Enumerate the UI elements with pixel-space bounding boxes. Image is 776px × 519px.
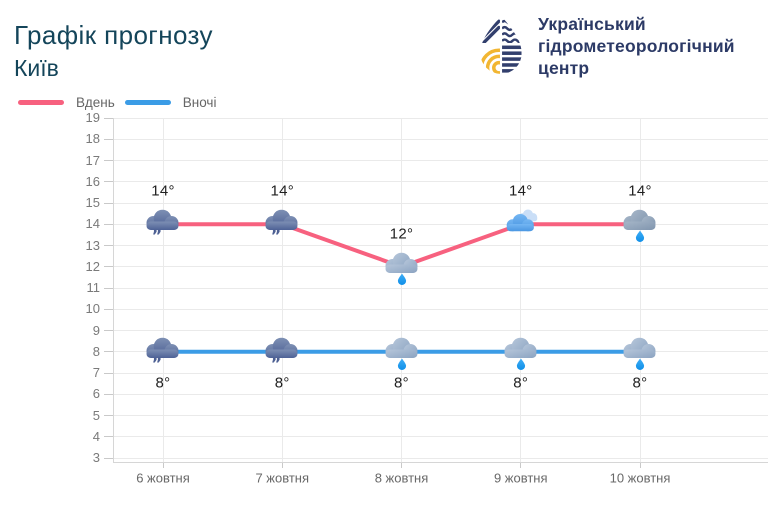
y-tick-label: 16 [85, 173, 100, 189]
h-gridline [113, 245, 768, 246]
y-tick-label: 5 [92, 407, 100, 423]
y-tick-label: 9 [92, 322, 100, 338]
y-tick-label: 13 [85, 237, 100, 253]
h-gridline [113, 415, 768, 416]
page-title: Графік прогнозу [14, 20, 213, 50]
temp-label-night: 8° [274, 374, 290, 392]
h-gridline [113, 224, 768, 225]
temp-label-night: 8° [632, 374, 648, 392]
x-axis-tick [640, 462, 641, 468]
v-gridline [282, 118, 283, 462]
x-tick-label: 8 жовтня [374, 470, 429, 486]
logo-text-line2: гідрометеорологічний [538, 36, 735, 56]
y-tick-label: 4 [92, 428, 100, 444]
h-gridline [113, 266, 768, 267]
cloud-rain-icon [380, 336, 424, 372]
h-gridline [113, 288, 768, 289]
v-gridline [401, 118, 402, 462]
y-tick-label: 3 [92, 450, 100, 465]
y-tick-label: 15 [85, 195, 100, 210]
h-gridline [113, 181, 768, 182]
temp-label-night: 8° [513, 374, 529, 392]
h-gridline [113, 458, 768, 459]
x-axis-tick [401, 462, 402, 468]
y-tick-label: 12 [85, 258, 100, 274]
h-gridline [113, 394, 768, 395]
y-tick-label: 10 [85, 301, 100, 317]
cloud-drizzle-icon [141, 208, 185, 244]
h-gridline [113, 118, 768, 119]
y-axis-line [113, 118, 114, 462]
temp-label-day: 14° [270, 182, 295, 200]
h-gridline [113, 436, 768, 437]
x-axis-tick [520, 462, 521, 468]
logo-text-line3: центр [538, 58, 590, 78]
temp-label-day: 14° [628, 182, 652, 200]
city-subtitle: Київ [14, 55, 59, 81]
legend-label-day: Вдень [76, 95, 115, 110]
temp-label-day: 14° [508, 182, 533, 200]
h-gridline [113, 160, 768, 161]
temp-label-day: 14° [151, 182, 175, 200]
h-gridline [113, 203, 768, 204]
y-tick-label: 8 [92, 343, 100, 359]
cloud-rain-gray-icon [618, 208, 662, 244]
cloud-drizzle-icon [260, 208, 304, 244]
cloud-rain-icon [380, 251, 424, 287]
cloud-rain-icon [499, 336, 543, 372]
temp-label-day: 12° [389, 225, 414, 243]
x-tick-label: 6 жовтня [136, 470, 190, 486]
y-tick-label: 11 [86, 280, 100, 295]
y-tick-label: 6 [92, 386, 100, 402]
h-gridline [113, 330, 768, 331]
cloud-drizzle-icon [260, 336, 304, 372]
y-tick-label: 18 [85, 131, 100, 147]
cloud-rain-icon [618, 336, 662, 372]
v-gridline [520, 118, 521, 462]
v-gridline [163, 118, 164, 462]
y-tick-label: 19 [85, 110, 100, 125]
temp-label-night: 8° [155, 374, 171, 392]
y-tick-label: 17 [85, 152, 100, 168]
cloud-drizzle-icon [141, 336, 185, 372]
h-gridline [113, 139, 768, 140]
y-tick-label: 14 [85, 216, 100, 232]
x-tick-label: 9 жовтня [493, 470, 548, 486]
x-axis-line [113, 462, 768, 463]
h-gridline [113, 373, 768, 374]
logo-text-line1: Український [538, 14, 646, 34]
x-axis-tick [163, 462, 164, 468]
x-tick-label: 10 жовтня [609, 470, 671, 486]
x-tick-label: 7 жовтня [255, 470, 310, 486]
legend-label-night: Вночі [182, 95, 217, 110]
h-gridline [113, 309, 768, 310]
v-gridline [640, 118, 641, 462]
cloudy-icon [499, 208, 543, 244]
h-gridline [113, 351, 768, 352]
temp-label-night: 8° [394, 374, 409, 392]
y-tick-label: 7 [92, 365, 100, 380]
x-axis-tick [282, 462, 283, 468]
